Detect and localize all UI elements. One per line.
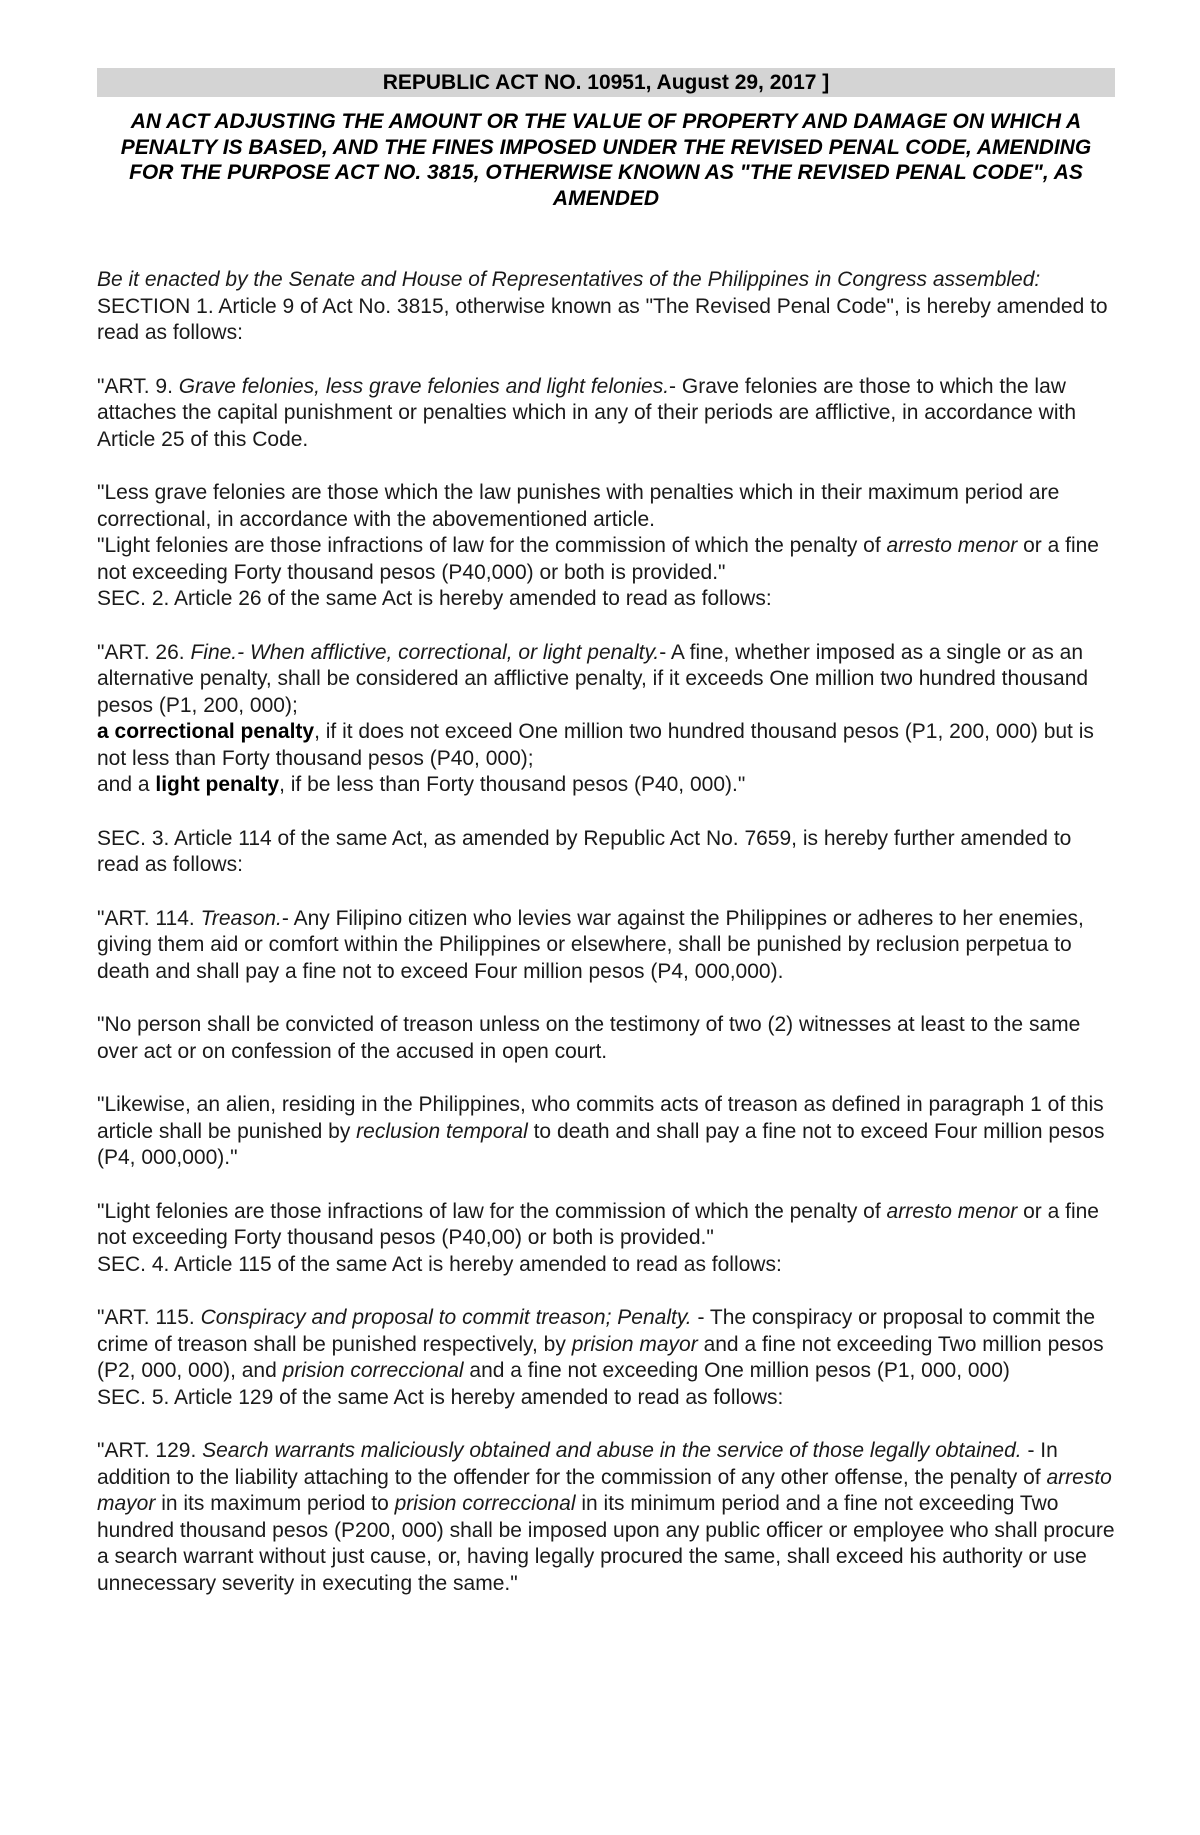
- art-26-prefix: "ART. 26.: [97, 640, 191, 664]
- art-9-heading: Grave felonies, less grave felonies and light felonies.: [178, 374, 670, 398]
- art-129-term-2: prision correccional: [394, 1492, 576, 1515]
- correctional-penalty-term: a correctional penalty: [97, 720, 315, 743]
- art-129-heading: Search warrants maliciously obtained and abuse in the service of those legally obtained.: [202, 1439, 1022, 1462]
- document-page: [97, 68, 1115, 1597]
- section-5-intro: SEC. 5. Article 129 of the same Act is hereby amended to read as follows:: [97, 1385, 784, 1409]
- light-felonies-repeat-b: or a fine not exceeding Forty thousand pesos (P40,00) or both is provided.": [97, 1199, 1099, 1249]
- light-penalty-text: , if be less than Forty thousand pesos (P40, 000).": [279, 773, 746, 796]
- art-129-text-a: - In addition to the liability attaching to the offender for the commission of any other offense, the penalty of: [97, 1439, 1058, 1489]
- art-115-heading: Conspiracy and proposal to commit treason; Penalty.: [200, 1306, 692, 1329]
- art-114-heading: Treason.: [200, 906, 282, 930]
- art-9-prefix: "ART. 9.: [97, 374, 179, 398]
- alien-text-a: "Likewise, an alien, residing in the Philippines, who commits acts of treason as defined in paragraph 1 of this article shall be punished by: [97, 1093, 1104, 1143]
- light-felonies-repeat-term: arresto menor: [886, 1199, 1018, 1223]
- art-114-prefix: "ART. 114.: [97, 906, 201, 930]
- art-26-paragraph: [97, 640, 1115, 720]
- art-9-paragraph: [97, 374, 1115, 454]
- art-115-prefix: "ART. 115.: [97, 1306, 201, 1329]
- section-1-intro: SECTION 1. Article 9 of Act No. 3815, otherwise known as "The Revised Penal Code", is hereby amended to read as follows:: [97, 294, 1108, 344]
- light-felonies-paragraph: [97, 533, 1115, 586]
- alien-term: reclusion temporal: [356, 1119, 528, 1143]
- art-129-text-c: in its minimum period and a fine not exceeding Two hundred thousand pesos (P200, 000) shall be imposed upon any public officer or employee who shall procure a search warrant without just cause, or, having legally procured the same, shall exceed his authority or use unnecessary severity in executing the same.": [97, 1492, 1115, 1595]
- act-number-header: REPUBLIC ACT NO. 10951, August 29, 2017 ]: [97, 68, 1115, 97]
- light-penalty-paragraph: [97, 772, 1115, 799]
- art-115-text-b: and a fine not exceeding Two million pesos (P2, 000, 000), and: [97, 1332, 1104, 1382]
- art-26-text: - A fine, whether imposed as a single or as an alternative penalty, shall be considered an afflictive penalty, if it exceeds One million two hundred thousand pesos (P1, 200, 000);: [97, 640, 1089, 717]
- alien-treason-paragraph: [97, 1092, 1115, 1172]
- alien-text-b: to death and shall pay a fine not to exceed Four million pesos (P4, 000,000).": [97, 1119, 1105, 1169]
- art-129-prefix: "ART. 129.: [97, 1439, 203, 1462]
- art-26-heading: Fine.- When afflictive, correctional, or light penalty.: [190, 640, 660, 664]
- art-129-text-b: in its maximum period to: [155, 1492, 395, 1515]
- art-115-term-1: prision mayor: [571, 1332, 698, 1356]
- section-2-intro: SEC. 2. Article 26 of the same Act is hereby amended to read as follows:: [97, 587, 772, 610]
- act-title: AN ACT ADJUSTING THE AMOUNT OR THE VALUE OF PROPERTY AND DAMAGE ON WHICH A PENALTY IS BASED, AND THE FINES IMPOSED UNDER THE REVISED PENAL CODE, AMENDING FOR THE PURPOSE ACT NO. 3815, OTHERWISE KNOWN AS "THE REVISED PENAL CODE", AS AMENDED: [120, 110, 1092, 210]
- art-114-text: - Any Filipino citizen who levies war against the Philippines or adheres to her enemies, giving them aid or comfort within the Philippines or elsewhere, shall be punished by reclusion perpetua to death and shall pay a fine not to exceed Four million pesos (P4, 000,000).: [97, 906, 1084, 983]
- light-felonies-term: arresto menor: [886, 534, 1018, 557]
- enacting-clause-text: Be it enacted by the Senate and House of Representatives of the Philippines in Congress assembled:: [97, 268, 1041, 291]
- light-penalty-pre: and a: [97, 773, 156, 796]
- art-115-term-2: prision correccional: [282, 1359, 464, 1382]
- light-felonies-repeat-paragraph: [97, 1199, 1115, 1252]
- correctional-penalty-text: , if it does not exceed One million two hundred thousand pesos (P1, 200, 000) but is not less than Forty thousand pesos (P40, 000);: [97, 720, 1094, 770]
- light-felonies-repeat-a: "Light felonies are those infractions of law for the commission of which the penalty of: [97, 1199, 887, 1223]
- witness-paragraph: "No person shall be convicted of treason unless on the testimony of two (2) witnesses at least to the same over act or on confession of the accused in open court.: [97, 1013, 1081, 1063]
- light-felonies-text-b: or a fine not exceeding Forty thousand pesos (P40,000) or both is provided.": [97, 534, 1099, 584]
- art-9-text: - Grave felonies are those to which the law attaches the capital punishment or penalties which in any of their periods are afflictive, in accordance with Article 25 of this Code.: [97, 374, 1076, 451]
- less-grave-paragraph: "Less grave felonies are those which the law punishes with penalties which in their maximum period are correctional, in accordance with the abovementioned article.: [97, 481, 1060, 531]
- art-115-paragraph: [97, 1305, 1115, 1385]
- light-penalty-term: light penalty: [155, 773, 280, 796]
- art-114-paragraph: [97, 906, 1115, 986]
- art-129-term-1: arresto mayor: [97, 1465, 1112, 1515]
- section-4-intro: SEC. 4. Article 115 of the same Act is hereby amended to read as follows:: [97, 1252, 782, 1276]
- art-115-text-c: and a fine not exceeding One million pesos (P1, 000, 000): [463, 1359, 1010, 1382]
- section-3-intro: SEC. 3. Article 114 of the same Act, as amended by Republic Act No. 7659, is hereby further amended to read as follows:: [97, 826, 1072, 876]
- enacting-clause: [97, 267, 1115, 294]
- art-115-text-a: - The conspiracy or proposal to commit the crime of treason shall be punished respectively, by: [97, 1306, 1096, 1356]
- correctional-penalty-paragraph: [97, 719, 1115, 772]
- light-felonies-text-a: "Light felonies are those infractions of law for the commission of which the penalty of: [97, 534, 887, 557]
- art-129-paragraph: [97, 1438, 1115, 1597]
